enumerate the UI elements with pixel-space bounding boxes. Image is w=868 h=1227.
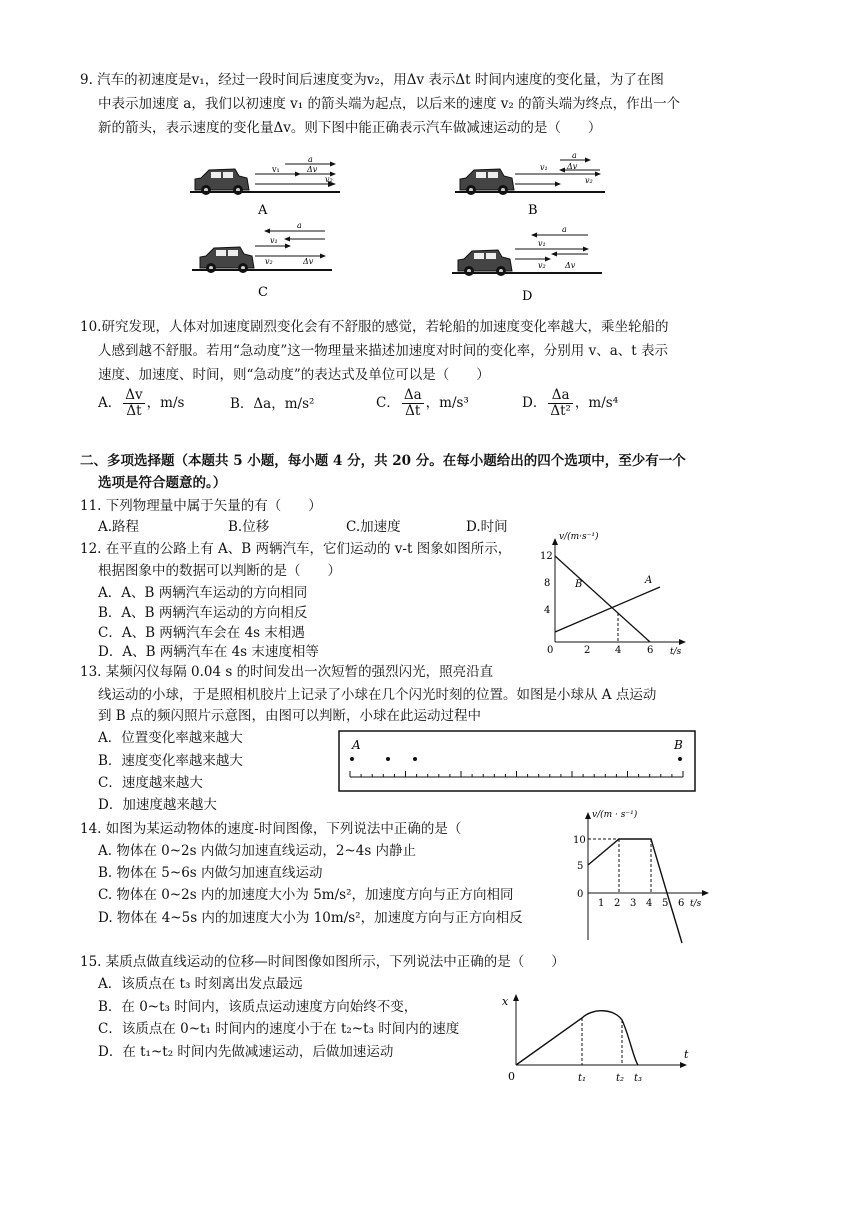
q10-option-c bbox=[376, 388, 469, 419]
option-a-label: A bbox=[258, 203, 268, 218]
q12-xtick-2: 2 bbox=[584, 645, 591, 656]
q13-strobe-photo bbox=[338, 730, 698, 794]
line-a bbox=[555, 587, 660, 632]
q14-option-c: C. 物体在 0~2s 内的加速度大小为 5m/s²，加速度方向与正方向相同 bbox=[98, 887, 514, 903]
q15-xlabel: t bbox=[684, 1048, 689, 1061]
q9-line-1: 9. 汽车的初速度是v₁，经过一段时间后速度变为v₂，用Δv 表示Δt 时间内速度的变化量，为了在图 bbox=[80, 72, 664, 88]
q10-c-denominator: Δt bbox=[405, 403, 421, 419]
q12-line-2: 根据图象中的数据可以判断的是（ ） bbox=[98, 563, 341, 579]
q14-xtick-2: 2 bbox=[614, 898, 621, 909]
q15-t1: t₁ bbox=[578, 1073, 587, 1084]
q10-line-2: 人感到越不舒服。若用“急动度”这一物理量来描述加速度对时间的变化率，分别用 v、a、t 表示 bbox=[98, 343, 668, 359]
label-v1: v₁ bbox=[270, 236, 278, 245]
q13-line-1: 13. 某频闪仪每隔 0.04 s 的时间发出一次短暂的强烈闪光，照亮沿直 bbox=[80, 664, 494, 680]
point-a-label: A bbox=[352, 738, 361, 752]
label-dv: Δv bbox=[565, 261, 576, 270]
q13-line-2: 线运动的小球，于是照相机胶片上记录了小球在几个闪光时刻的位置。如图是小球从 A 点运动 bbox=[98, 687, 657, 703]
q12-xtick-6: 6 bbox=[647, 645, 654, 656]
label-v2: v₂ bbox=[585, 176, 593, 185]
option-d-figure bbox=[452, 225, 602, 304]
q15-t2: t₂ bbox=[616, 1073, 625, 1084]
q14-ytick-10: 10 bbox=[573, 835, 586, 846]
q12-ytick-8: 8 bbox=[544, 578, 551, 589]
q15-option-b: B．在 0~t₃ 时间内，该质点运动速度方向始终不变， bbox=[98, 999, 418, 1015]
q12-xlabel: t/s bbox=[670, 647, 682, 657]
q10-d-unit: ，m/s⁴ bbox=[574, 395, 619, 411]
q14-xtick-4: 4 bbox=[646, 898, 653, 909]
label-v2: v₂ bbox=[325, 175, 333, 184]
q11-option-a: A.路程 bbox=[98, 519, 140, 535]
q14-xtick-6: 6 bbox=[678, 898, 685, 909]
label-a: a bbox=[297, 221, 302, 230]
option-a-figure bbox=[190, 155, 340, 218]
q10-option-d bbox=[522, 388, 618, 419]
q10-d-numerator: Δa bbox=[548, 388, 573, 404]
q12-line-1: 12. 在平直的公路上有 A、B 两辆汽车，它们运动的 v-t 图象如图所示， bbox=[80, 541, 512, 557]
option-c-label: C bbox=[258, 285, 268, 300]
q12-option-b: B．A、B 两辆汽车运动的方向相反 bbox=[98, 605, 308, 621]
q12-label-a: A bbox=[645, 575, 653, 586]
q10-line-3: 速度、加速度、时间，则“急动度”的表达式及单位可以是（ ） bbox=[98, 367, 490, 383]
q9-figure bbox=[0, 136, 868, 306]
q12-option-a: A．A、B 两辆汽车运动的方向相同 bbox=[98, 585, 308, 601]
q14-xtick-5: 5 bbox=[662, 898, 669, 909]
q15-xt-graph bbox=[496, 990, 696, 1090]
q14-option-a: A. 物体在 0~2s 内做匀加速直线运动，2~4s 内静止 bbox=[98, 843, 417, 859]
label-v1: v₁ bbox=[272, 165, 280, 174]
label-dv: Δv bbox=[307, 165, 318, 174]
q14-xlabel: t/s bbox=[690, 899, 702, 909]
q10-line-1: 10.研究发现，人体对加速度剧烈变化会有不舒服的感觉，若轮船的加速度变化率越大，乘坐轮船的 bbox=[80, 319, 669, 335]
q14-ytick-5: 5 bbox=[577, 861, 584, 872]
label-a: a bbox=[308, 155, 313, 164]
option-b-figure bbox=[455, 151, 605, 218]
q10-c-unit: ，m/s³ bbox=[425, 395, 469, 411]
q14-ytick-0: 0 bbox=[577, 889, 584, 900]
q10-d-denominator: Δt² bbox=[550, 403, 571, 419]
label-v1: v₁ bbox=[540, 163, 548, 172]
q13-option-c: C．速度越来越大 bbox=[98, 775, 203, 791]
q10-option-d-label: D． bbox=[522, 395, 547, 411]
point-b-label: B bbox=[674, 738, 683, 752]
q11-option-c: C.加速度 bbox=[346, 519, 401, 535]
q12-vt-graph bbox=[530, 527, 710, 662]
q10-option-a bbox=[98, 388, 184, 419]
label-v2: v₂ bbox=[538, 261, 546, 270]
q11-stem: 11. 下列物理量中属于矢量的有（ ） bbox=[80, 498, 322, 514]
q10-a-numerator: Δv bbox=[125, 387, 143, 403]
q15-option-c: C．该质点在 0~t₁ 时间内的速度小于在 t₂~t₃ 时间内的速度 bbox=[98, 1021, 460, 1037]
q12-label-b: B bbox=[575, 579, 583, 590]
q10-c-numerator: Δa bbox=[403, 387, 422, 403]
q14-option-d: D. 物体在 4~5s 内的加速度大小为 10m/s²，加速度方向与正方向相反 bbox=[98, 910, 523, 926]
label-dv: Δv bbox=[567, 162, 578, 171]
label-v2: v₂ bbox=[265, 257, 273, 266]
q14-xtick-3: 3 bbox=[630, 898, 637, 909]
q9-line-2: 中表示加速度 a，我们以初速度 v₁ 的箭头端为起点，以后来的速度 v₂ 的箭头端为终点，作出一个 bbox=[98, 96, 681, 112]
label-v1: v₁ bbox=[538, 239, 546, 248]
q13-option-b: B．速度变化率越来越大 bbox=[98, 753, 243, 769]
q14-option-b: B. 物体在 5~6s 内做匀加速直线运动 bbox=[98, 865, 323, 881]
label-dv: Δv bbox=[303, 257, 314, 266]
q13-option-a: A．位置变化率越来越大 bbox=[98, 730, 243, 746]
q14-xtick-1: 1 bbox=[598, 898, 605, 909]
option-b-label: B bbox=[528, 203, 538, 218]
q10-option-b: B．Δa，m/s² bbox=[230, 396, 315, 412]
q12-option-c: C．A、B 两辆汽车会在 4s 末相遇 bbox=[98, 625, 305, 641]
q14-vt-graph bbox=[568, 805, 718, 945]
section-2-heading: 二、多项选择题（本题共 5 小题，每小题 4 分，共 20 分。在每小题给出的四个选项中，至少有一个 bbox=[80, 453, 686, 469]
q15-option-d: D．在 t₁~t₂ 时间内先做减速运动，后做加速运动 bbox=[98, 1044, 394, 1060]
label-a: a bbox=[572, 151, 577, 160]
q13-option-d: D．加速度越来越大 bbox=[98, 797, 217, 813]
q15-origin: 0 bbox=[508, 1070, 515, 1083]
section-2-heading-cont: 选项是符合题意的。） bbox=[98, 475, 227, 491]
q11-option-d: D.时间 bbox=[466, 519, 508, 535]
q10-option-a-label: A． bbox=[98, 395, 122, 411]
q11-option-b: B.位移 bbox=[228, 519, 270, 535]
q10-a-denominator: Δt bbox=[126, 403, 142, 419]
option-c-figure bbox=[192, 221, 332, 300]
q14-stem: 14. 如图为某运动物体的速度-时间图像，下列说法中正确的是（ bbox=[80, 821, 462, 837]
line-b bbox=[555, 556, 653, 642]
q12-xtick-4: 4 bbox=[615, 645, 622, 656]
q14-ylabel: v/(m · s⁻¹) bbox=[592, 810, 638, 820]
q15-option-a: A．该质点在 t₃ 时刻离出发点最远 bbox=[98, 976, 303, 992]
q12-ytick-12: 12 bbox=[540, 551, 553, 562]
q9-line-3: 新的箭头，表示速度的变化量Δv。则下图中能正确表示汽车做减速运动的是（ ） bbox=[98, 120, 602, 136]
q12-xtick-0: 0 bbox=[547, 645, 554, 656]
q15-t3: t₃ bbox=[634, 1073, 643, 1084]
q15-ylabel: x bbox=[502, 995, 509, 1008]
q15-stem: 15. 某质点做直线运动的位移—时间图像如图所示，下列说法中正确的是（ ） bbox=[80, 954, 565, 970]
q12-ytick-4: 4 bbox=[544, 605, 551, 616]
label-a: a bbox=[562, 225, 567, 234]
option-d-label: D bbox=[522, 289, 533, 304]
q10-option-c-label: C． bbox=[376, 395, 400, 411]
q12-ylabel: v/(m·s⁻¹) bbox=[559, 532, 599, 542]
q12-option-d: D．A、B 两辆汽车在 4s 末速度相等 bbox=[98, 644, 319, 660]
q13-line-3: 到 B 点的频闪照片示意图，由图可以判断，小球在此运动过程中 bbox=[98, 708, 482, 724]
q10-a-unit: ，m/s bbox=[146, 395, 185, 411]
